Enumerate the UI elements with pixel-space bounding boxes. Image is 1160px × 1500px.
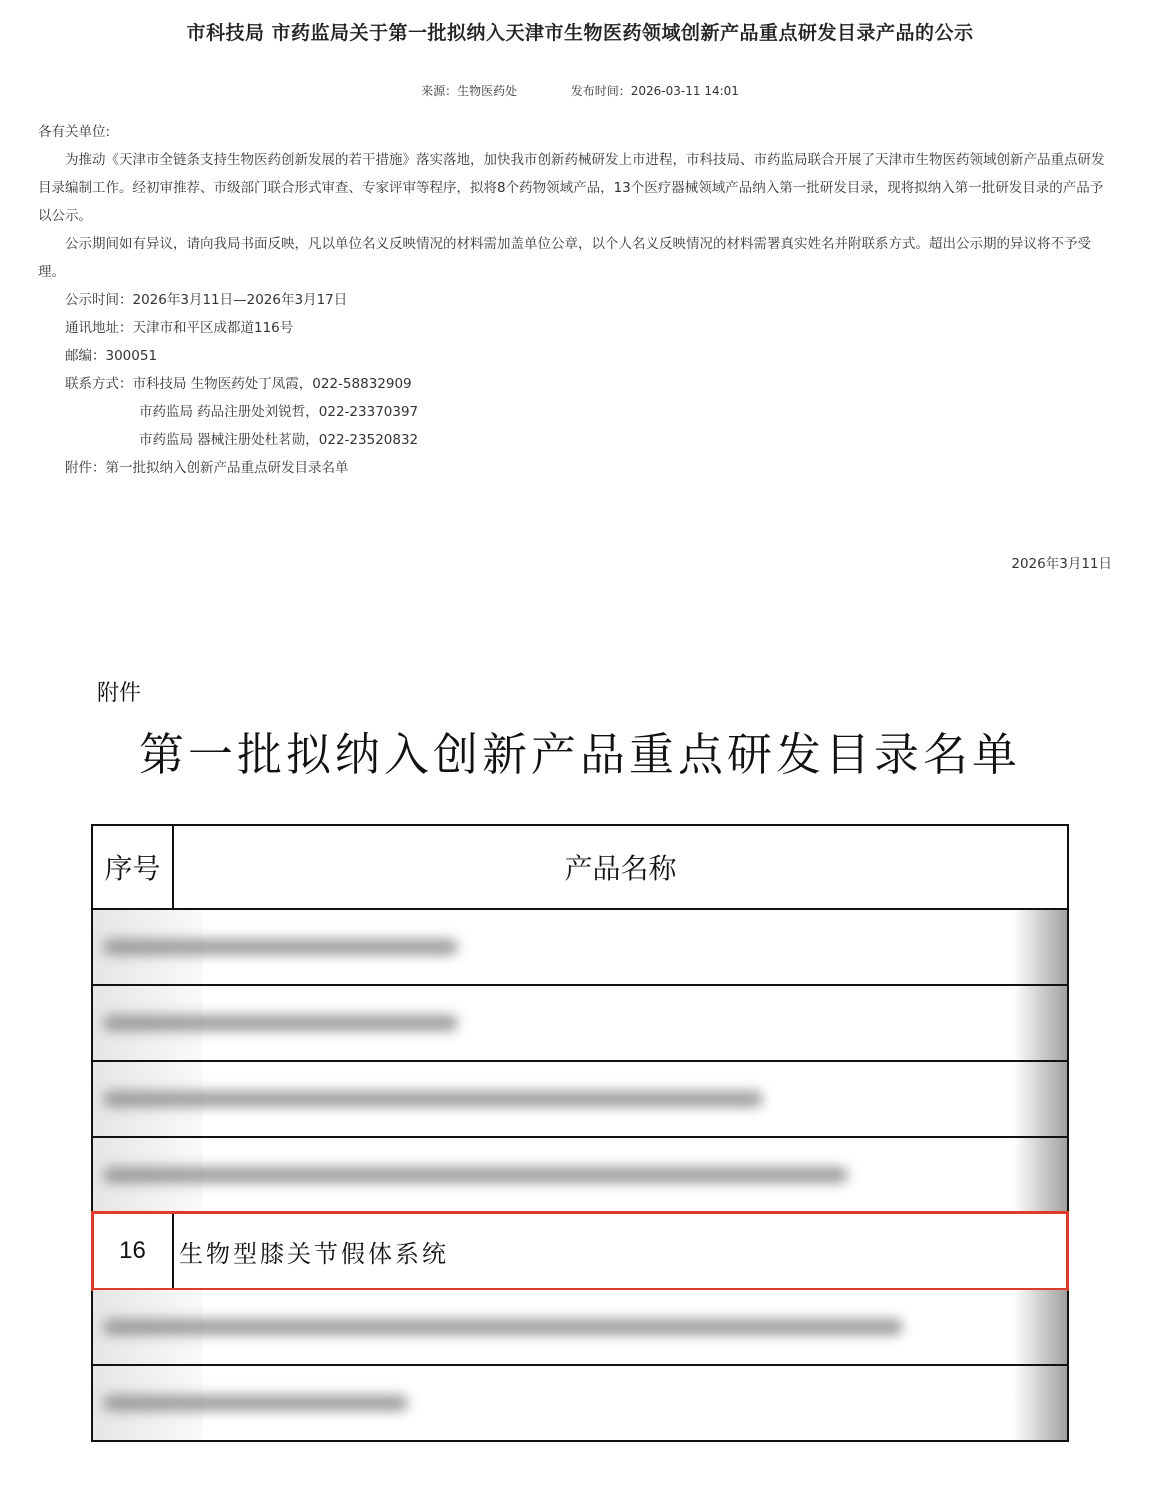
source-label: 来源：生物医药处: [421, 84, 518, 98]
publish-time: 发布时间：2026-03-11 14:01: [570, 84, 739, 98]
contact-3: 市药监局 器械注册处杜茗勋，022-23520832: [139, 432, 419, 448]
contact-1: 联系方式：市科技局 生物医药处丁凤霞，022-58832909: [65, 376, 412, 392]
header-product-name: 产品名称: [564, 852, 677, 885]
paragraph-2: 公示期间如有异议，请向我局书面反映，凡以单位名义反映情况的材料需加盖单位公章，以个人名义反映情况的材料需署真实姓名并附联系方式。超出公示期的异议将不予受理。: [38, 236, 1091, 280]
row-product-name: 生物型膝关节假体系统: [179, 1239, 449, 1268]
salutation: 各有关单位:: [38, 124, 111, 140]
table-row-blurred: [93, 1138, 1067, 1214]
contact-2: 市药监局 药品注册处刘锐哲，022-23370397: [139, 404, 419, 420]
attachment-label: 附件: [97, 681, 142, 706]
table-row-blurred: [93, 986, 1067, 1062]
header-serial-no: 序号: [93, 826, 174, 908]
row-serial-no: 16: [93, 1214, 174, 1288]
table-row-blurred: [93, 1062, 1067, 1138]
attachment-title: 第一批拟纳入创新产品重点研发目录名单: [138, 728, 1021, 781]
table-row-blurred: [93, 1366, 1067, 1442]
mailing-address: 通讯地址：天津市和平区成都道116号: [65, 320, 294, 336]
publicity-period: 公示时间：2026年3月11日—2026年3月17日: [65, 292, 348, 308]
product-list-table: [91, 824, 1069, 1442]
signature-date: 2026年3月11日: [1011, 556, 1112, 572]
paragraph-1: 为推动《天津市全链条支持生物医药创新发展的若干措施》落实落地，加快我市创新药械研发上市进程，市科技局、市药监局联合开展了天津市生物医药领域创新产品重点研发目录编制工作。经初审推荐、市级部门联合形式审查、专家评审等程序，拟将8个药物领域产品，13个医疗器械领域产品纳入第一批研发目录，现将拟纳入第一批研发目录的产品予以公示。: [38, 152, 1105, 224]
postcode: 邮编：300051: [65, 348, 158, 364]
page-title: 市科技局 市药监局关于第一批拟纳入天津市生物医药领域创新产品重点研发目录产品的公示: [186, 22, 974, 44]
table-row-blurred: [93, 910, 1067, 986]
article-meta: [0, 82, 1160, 99]
attachment-link[interactable]: 附件：第一批拟纳入创新产品重点研发目录名单: [65, 460, 349, 476]
table-header-row: [93, 826, 1067, 910]
table-row-highlighted: [93, 1214, 1067, 1290]
article-body: [38, 118, 1114, 482]
table-row-blurred: [93, 1290, 1067, 1366]
